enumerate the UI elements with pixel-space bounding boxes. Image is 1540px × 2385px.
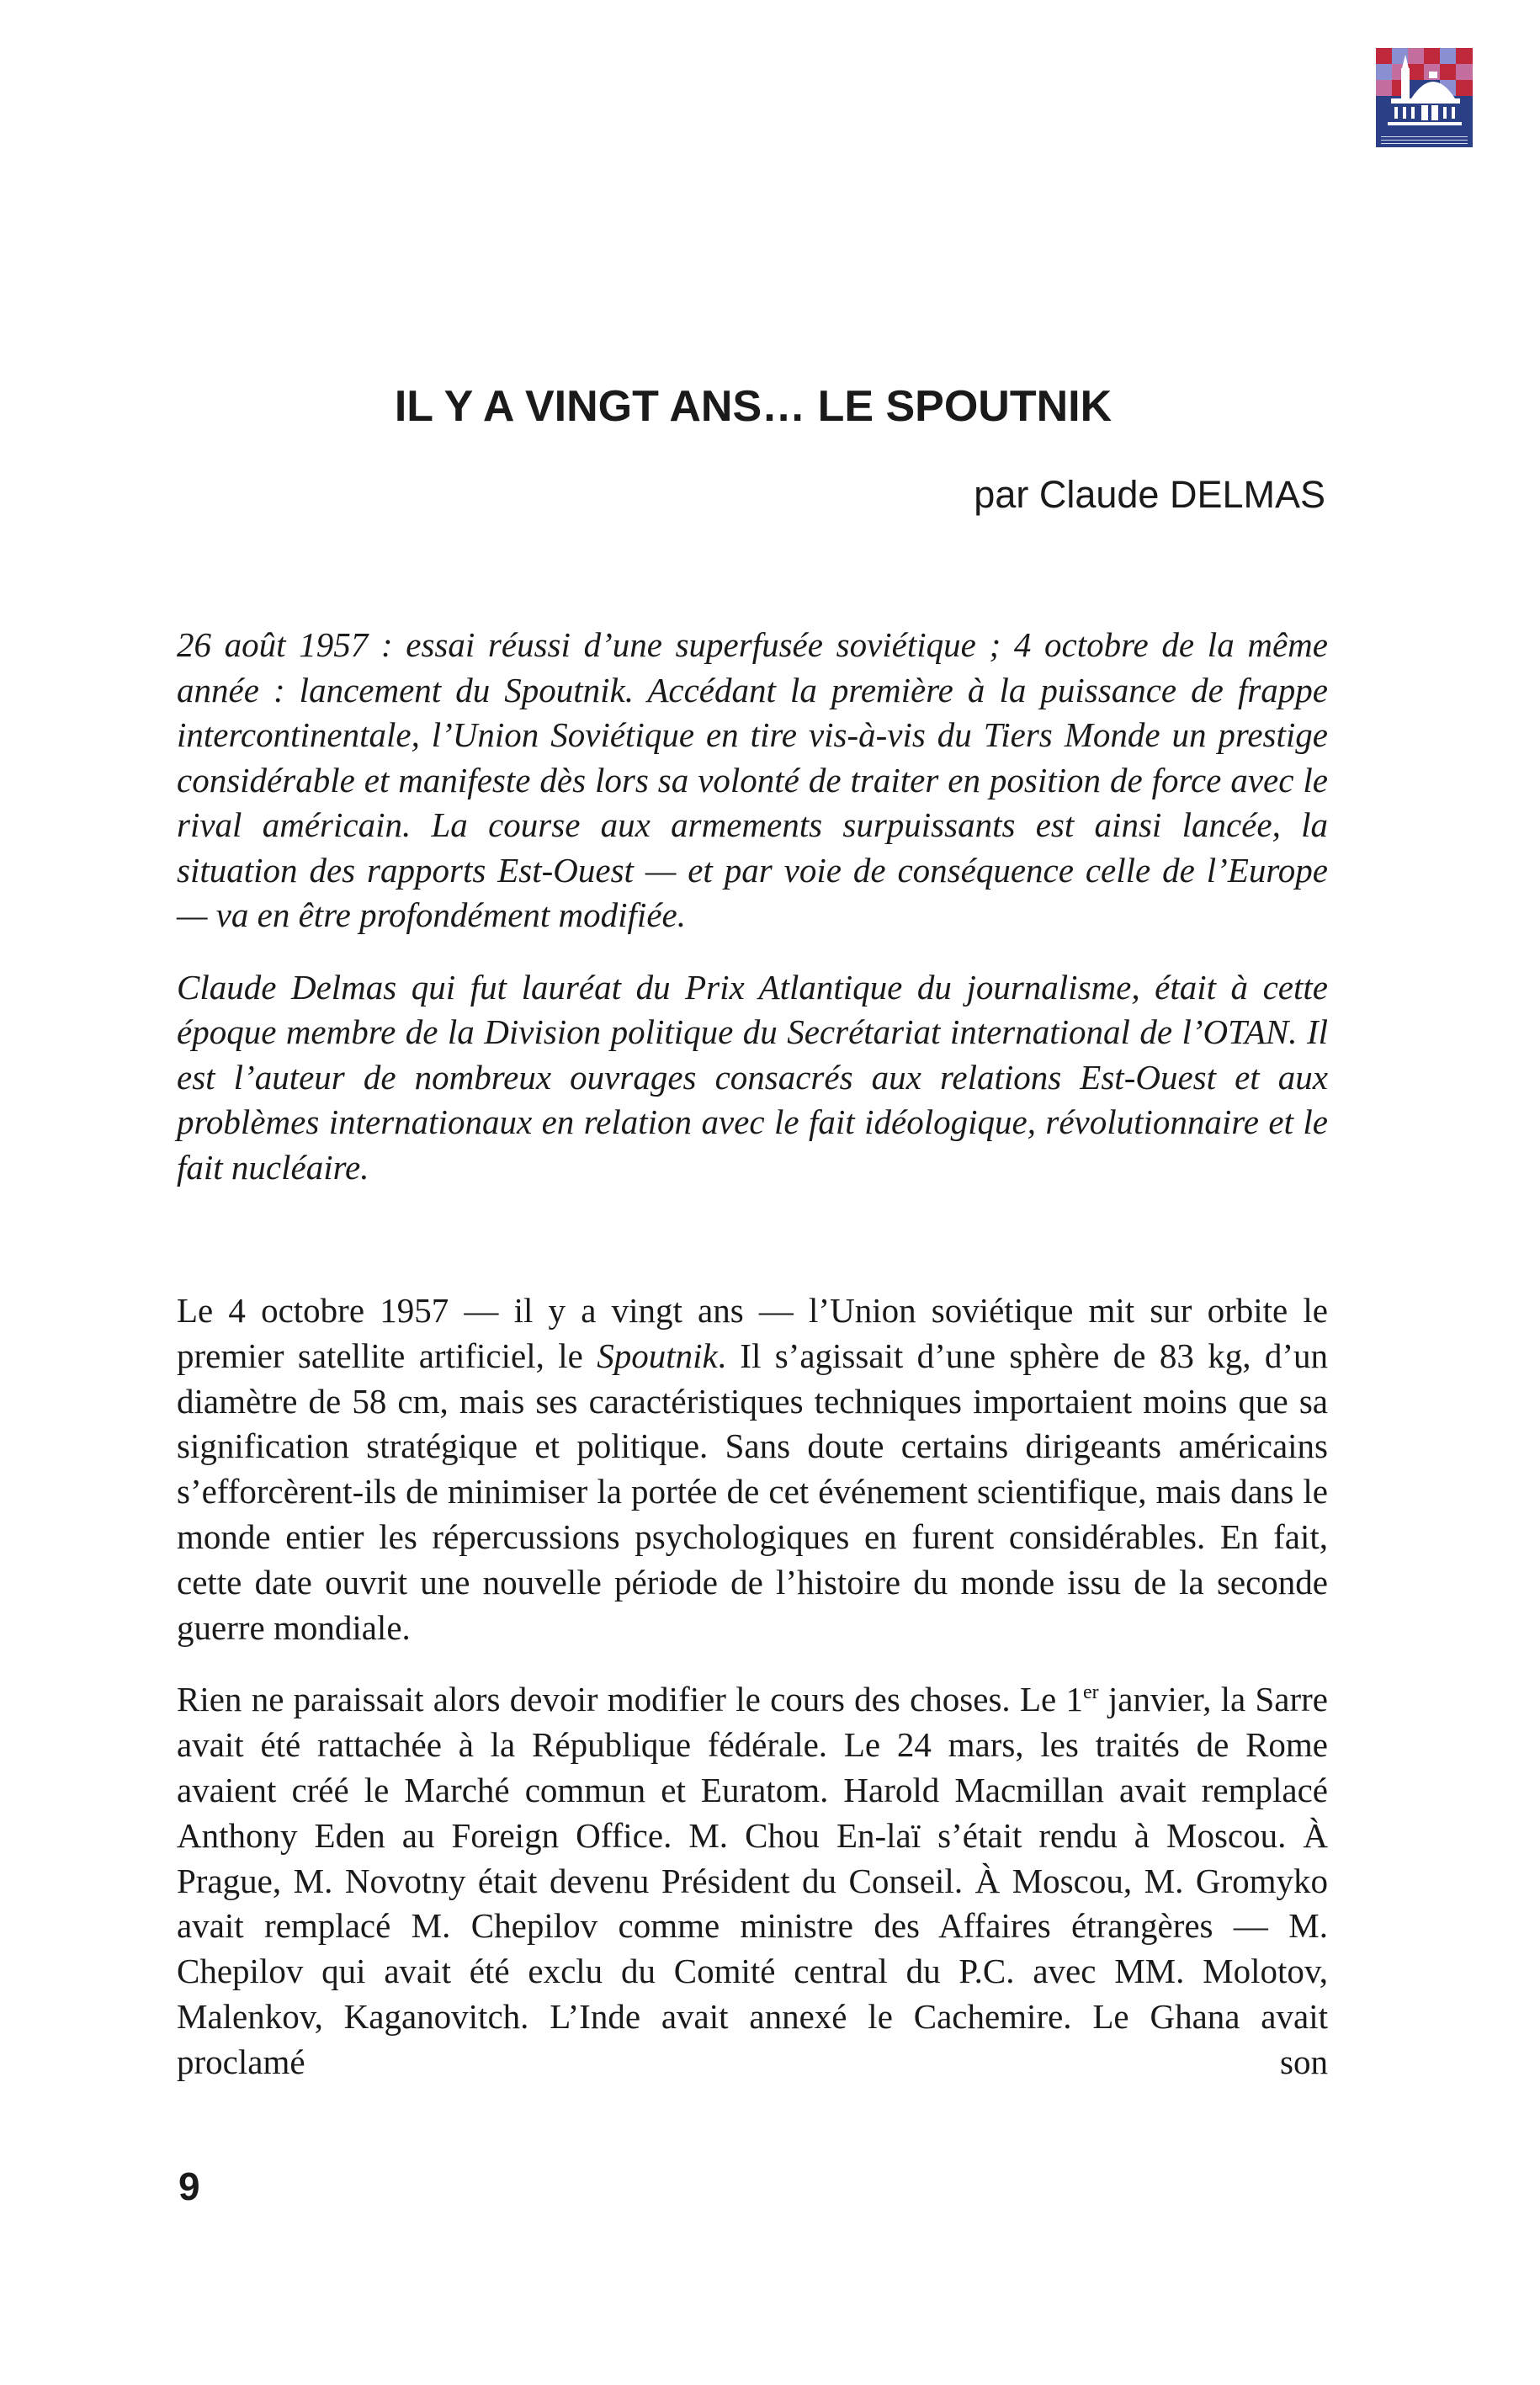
body-paragraph [177, 1288, 1328, 1650]
body-paragraph [177, 1677, 1328, 2085]
body-text-run: Rien ne paraissait alors devoir modifier le cours des choses. Le 1 [177, 1680, 1083, 1719]
ordinal-superscript: er [1082, 1681, 1099, 1704]
body-text-run: Le 4 octobre 1957 — il y a vingt ans — l’Union soviétique mit sur orbite le premier satellite artificiel, le [177, 1291, 1328, 1375]
body-text-run: . Il s’agissait d’une sphère de 83 kg, d’un diamètre de 58 cm, mais ses caractéristiques techniques importaient moins que sa signification stratégique et politique. Sans doute certains dirigeants américains s’efforcèrent-ils de minimiser la portée de cet événement scientifique, mais dans le monde entier les répercussions psychologiques en furent considérables. En fait, cette date ouvrit une nouvelle période de l’histoire du monde issu de la seconde guerre mondiale. [177, 1336, 1329, 1647]
article-title: IL Y A VINGT ANS… LE SPOUTNIK [394, 382, 1113, 431]
spoutnik-emphasis: Spoutnik [597, 1336, 718, 1375]
article-body [177, 1288, 1328, 2085]
body-text-run: janvier, la Sarre avait été rattachée à la République fédérale. Le 24 mars, les traités de Rome avaient créé le Marché commun et Euratom. Harold Macmillan avait remplacé Anthony Eden au Foreign Office. M. Chou En-laï s’était rendu à Moscou. À Prague, M. Novotny était devenu Président du Conseil. À Moscou, M. Gromyko avait remplacé M. Chepilov comme ministre des Affaires étrangères — M. Chepilov qui avait été exclu du Comité central du P.C. avec MM. Molotov, Malenkov, Kaganovitch. L’Inde avait annexé le Cachemire. Le Ghana avait proclamé son [177, 1680, 1328, 2081]
article-abstract [177, 623, 1328, 1190]
abstract-paragraph: 26 août 1957 : essai réussi d’une superfusée soviétique ; 4 octobre de la même année : lancement du Spoutnik. Accédant la première à la puissance de frappe intercontinentale, l’Union Soviétique en tire vis-à-vis du Tiers Monde un prestige considérable et manifeste dès lors sa volonté de traiter en position de force avec le rival américain. La course aux armements surpuissants est ainsi lancée, la situation des rapports Est-Ouest — et par voie de conséquence celle de l’Europe — va en être profondément modifiée. [177, 625, 1328, 934]
publisher-logo [1376, 48, 1473, 147]
article-author: par Claude DELMAS [974, 473, 1325, 516]
author-bio-paragraph: Claude Delmas qui fut lauréat du Prix Atlantique du journalisme, était à cette époque membre de la Division politique du Secrétariat international de l’OTAN. Il est l’auteur de nombreux ouvrages consacrés aux relations Est-Ouest et aux problèmes internationaux en relation avec le fait idéologique, révolutionnaire et le fait nucléaire. [177, 967, 1328, 1187]
page-number: 9 [178, 2165, 200, 2208]
